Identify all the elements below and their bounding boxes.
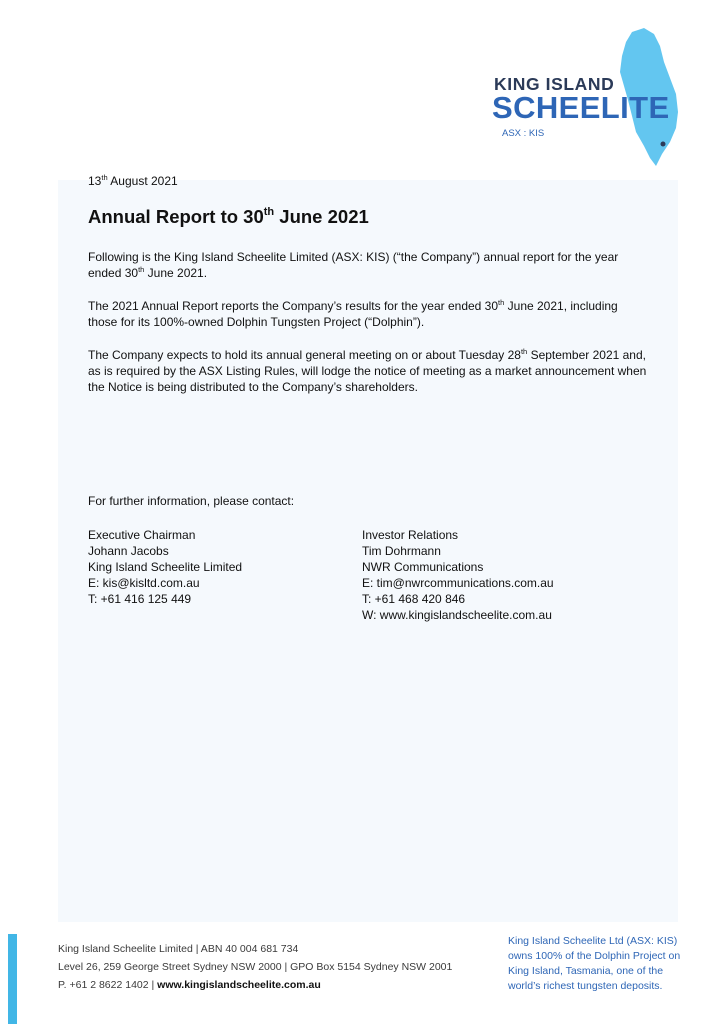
footer-tagline: King Island Scheelite Ltd (ASX: KIS) owns 100% of the Dolphin Project on King Island, Tasmania, one of the world’s richest tungsten deposits. bbox=[508, 935, 681, 992]
contact-name: Johann Jacobs bbox=[88, 544, 169, 558]
contact-left bbox=[88, 527, 242, 607]
contact-phone: T: +61 416 125 449 bbox=[88, 592, 192, 606]
contact-right bbox=[362, 527, 554, 623]
logo-line-king-island: KING ISLAND bbox=[494, 74, 615, 94]
contact-company: King Island Scheelite Limited bbox=[88, 560, 243, 574]
contact-intro: For further information, please contact: bbox=[88, 494, 295, 508]
logo-line-scheelite: SCHEELITE bbox=[492, 90, 670, 125]
footer-website-link[interactable]: www.kingislandscheelite.com.au bbox=[157, 979, 321, 991]
contact-role: Executive Chairman bbox=[88, 528, 196, 542]
contact-name: Tim Dohrmann bbox=[362, 544, 441, 558]
contact-email-link[interactable]: E: tim@nwrcommunications.com.au bbox=[362, 576, 554, 590]
page-title: Annual Report to 30th June 2021 bbox=[88, 206, 369, 227]
paragraph-results: The 2021 Annual Report reports the Company’s results for the year ended 30th June 2021, including those for its 100%-owned Dolphin Tungsten Project (“Dolphin”). bbox=[88, 298, 618, 329]
footer-address-line: Level 26, 259 George Street Sydney NSW 2000 | GPO Box 5154 Sydney NSW 2001 bbox=[58, 961, 453, 973]
logo-ticker: ASX : KIS bbox=[502, 128, 545, 139]
document-date: 13th August 2021 bbox=[88, 173, 178, 188]
footer-accent-bar bbox=[8, 934, 17, 1024]
contact-email-link[interactable]: E: kis@kisltd.com.au bbox=[88, 576, 200, 590]
contact-role: Investor Relations bbox=[362, 528, 459, 542]
footer-company-abn: King Island Scheelite Limited | ABN 40 004 681 734 bbox=[58, 943, 299, 955]
paragraph-intro: Following is the King Island Scheelite Limited (ASX: KIS) (“the Company”) annual report for the year ended 30th June 2021. bbox=[88, 250, 619, 280]
contact-company: NWR Communications bbox=[362, 560, 484, 574]
footer-address bbox=[58, 940, 452, 994]
contact-phone: T: +61 468 420 846 bbox=[362, 592, 466, 606]
contact-website-link[interactable]: W: www.kingislandscheelite.com.au bbox=[362, 608, 552, 622]
footer-contact-line: P. +61 2 8622 1402 | www.kingislandscheelite.com.au bbox=[58, 979, 321, 991]
company-logo bbox=[490, 28, 690, 173]
paragraph-agm: The Company expects to hold its annual general meeting on or about Tuesday 28th September 2021 and, as is required by the ASX Listing Rules, will lodge the notice of meeting as a market announcement when the Notice is being distributed to the Company’s shareholders. bbox=[88, 347, 647, 394]
